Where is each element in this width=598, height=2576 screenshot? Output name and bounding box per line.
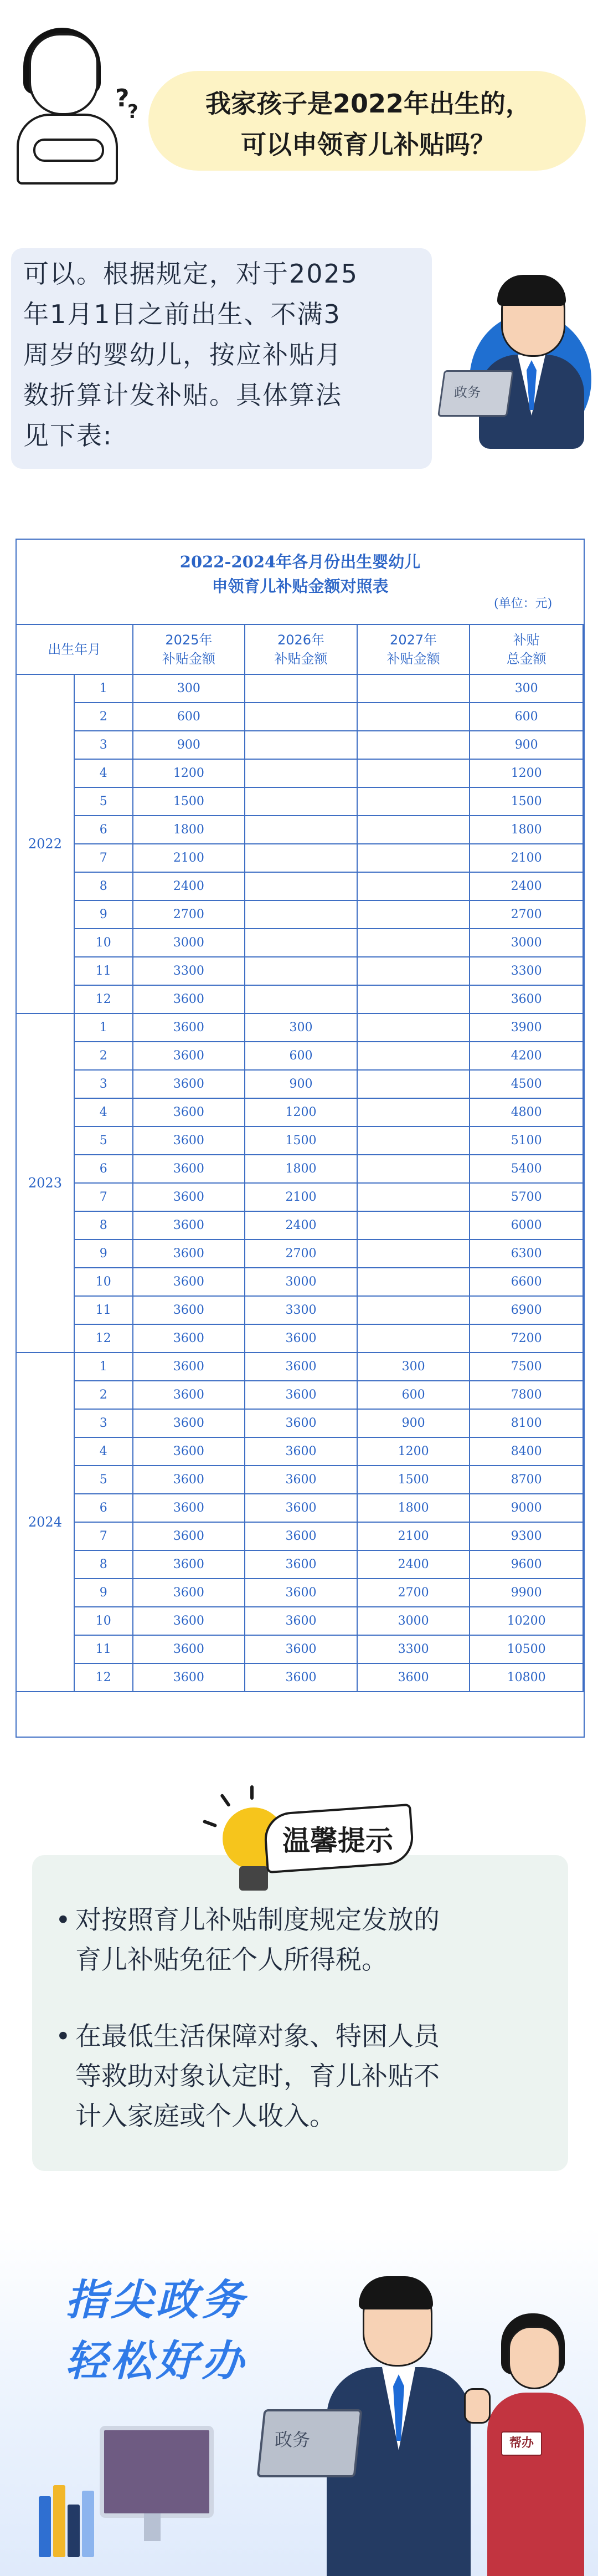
year-cell: 2022 [16, 674, 74, 1013]
month-cell: 9 [74, 900, 133, 929]
total-cell: 3300 [470, 957, 583, 985]
amount-2026-cell: 3600 [245, 1607, 357, 1635]
table-title [16, 550, 585, 598]
table-row [16, 900, 583, 929]
table-row [16, 1070, 583, 1098]
amount-2027-cell [357, 844, 470, 872]
amount-2025-cell: 600 [133, 703, 245, 731]
total-cell: 4800 [470, 1098, 583, 1126]
tip-item-1 [55, 1901, 568, 1980]
table-row [16, 787, 583, 816]
amount-2027-cell: 2100 [357, 1522, 470, 1550]
amount-2026-cell: 3600 [245, 1353, 357, 1381]
amount-2026-cell: 3600 [245, 1466, 357, 1494]
amount-2027-cell [357, 900, 470, 929]
table-row [16, 703, 583, 731]
bulb-ray-icon [203, 1820, 217, 1828]
answer-line: 年1月1日之前出生、不满3 [23, 299, 341, 329]
amount-2027-cell: 900 [357, 1409, 470, 1437]
total-cell: 5400 [470, 1155, 583, 1183]
table-row [16, 731, 583, 759]
amount-2027-cell: 2700 [357, 1579, 470, 1607]
girl-avatar-arms [33, 139, 104, 162]
table-row [16, 1579, 583, 1607]
month-cell: 2 [74, 703, 133, 731]
amount-2026-cell: 3600 [245, 1550, 357, 1579]
month-cell: 12 [74, 1663, 133, 1692]
bulb-ray-icon [250, 1785, 254, 1800]
amount-2027-cell [357, 1155, 470, 1183]
table-row [16, 957, 583, 985]
month-cell: 12 [74, 985, 133, 1013]
amount-2027-cell [357, 1070, 470, 1098]
amount-2025-cell: 3600 [133, 1126, 245, 1155]
assistant-figure-face [508, 2326, 560, 2389]
total-cell: 600 [470, 703, 583, 731]
header-2027-line2: 补贴金额 [386, 651, 440, 667]
assistant-hand [464, 2388, 491, 2424]
table-row [16, 1663, 583, 1692]
month-cell: 5 [74, 1126, 133, 1155]
amount-2025-cell: 2400 [133, 872, 245, 900]
table-row [16, 1183, 583, 1211]
month-cell: 8 [74, 1550, 133, 1579]
month-cell: 1 [74, 1353, 133, 1381]
amount-2025-cell: 3600 [133, 1042, 245, 1070]
amount-2027-cell [357, 1098, 470, 1126]
amount-2027-cell: 600 [357, 1381, 470, 1409]
amount-2026-cell [245, 674, 357, 703]
total-cell: 2100 [470, 844, 583, 872]
tip-item-2-line: 等救助对象认定时，育儿补贴不 [75, 2061, 440, 2092]
bulb-ray-icon [220, 1794, 231, 1807]
month-cell: 3 [74, 1409, 133, 1437]
amount-2025-cell: 3600 [133, 1268, 245, 1296]
amount-2026-cell [245, 787, 357, 816]
amount-2027-cell: 3000 [357, 1607, 470, 1635]
slogan-line-1: 指尖政务 [65, 2275, 247, 2324]
question-mark-icon: ? [115, 84, 130, 112]
header-total [470, 624, 583, 674]
amount-2026-cell: 3600 [245, 1579, 357, 1607]
total-cell: 10200 [470, 1607, 583, 1635]
answer-line: 可以。根据规定，对于2025 [23, 259, 359, 289]
tip-item-2-line: • 在最低生活保障对象、特困人员 [75, 2021, 440, 2052]
amount-2026-cell: 3600 [245, 1324, 357, 1353]
amount-2026-cell: 300 [245, 1013, 357, 1042]
amount-2025-cell: 3600 [133, 1437, 245, 1466]
tip-item-1-line: 育儿补贴免征个人所得税。 [75, 1945, 388, 1975]
question-line-1: 我家孩子是2022年出生的， [205, 89, 532, 119]
amount-2026-cell [245, 957, 357, 985]
amount-2026-cell: 3600 [245, 1522, 357, 1550]
table-row [16, 1013, 583, 1042]
amount-2027-cell: 1500 [357, 1466, 470, 1494]
amount-2025-cell: 3600 [133, 1155, 245, 1183]
table-row [16, 759, 583, 787]
header-2026-line2: 补贴金额 [274, 651, 328, 667]
month-cell: 10 [74, 929, 133, 957]
amount-2027-cell [357, 1324, 470, 1353]
header-total-line2: 总金额 [506, 651, 547, 667]
total-cell: 10500 [470, 1635, 583, 1663]
amount-2025-cell: 2100 [133, 844, 245, 872]
table-row [16, 1635, 583, 1663]
month-cell: 3 [74, 731, 133, 759]
answer-line: 周岁的婴幼儿，按应补贴月 [23, 340, 342, 370]
amount-2026-cell: 3600 [245, 1494, 357, 1522]
amount-2027-cell: 1800 [357, 1494, 470, 1522]
total-cell: 3000 [470, 929, 583, 957]
month-cell: 4 [74, 759, 133, 787]
books-icon [39, 2480, 105, 2557]
amount-2027-cell [357, 957, 470, 985]
amount-2025-cell: 3600 [133, 1494, 245, 1522]
total-cell: 10800 [470, 1663, 583, 1692]
total-cell: 9900 [470, 1579, 583, 1607]
amount-2025-cell: 3600 [133, 1466, 245, 1494]
answer-text [23, 254, 422, 456]
table-row [16, 1494, 583, 1522]
amount-2026-cell [245, 900, 357, 929]
table-row [16, 1098, 583, 1126]
table-row [16, 929, 583, 957]
amount-2027-cell [357, 985, 470, 1013]
amount-2027-cell: 3600 [357, 1663, 470, 1692]
total-cell: 6300 [470, 1240, 583, 1268]
amount-2026-cell: 3600 [245, 1663, 357, 1692]
amount-2026-cell: 3600 [245, 1409, 357, 1437]
month-cell: 1 [74, 1013, 133, 1042]
amount-2027-cell: 3300 [357, 1635, 470, 1663]
table-row [16, 1437, 583, 1466]
amount-2025-cell: 3600 [133, 1013, 245, 1042]
amount-2025-cell: 1500 [133, 787, 245, 816]
month-cell: 6 [74, 1155, 133, 1183]
amount-2027-cell [357, 674, 470, 703]
amount-2025-cell: 3600 [133, 1098, 245, 1126]
header-2025 [133, 624, 245, 674]
header-birth-month: 出生年月 [16, 624, 133, 674]
header-2027 [357, 624, 470, 674]
amount-2025-cell: 3600 [133, 1635, 245, 1663]
amount-2027-cell [357, 1042, 470, 1070]
table-body [16, 674, 583, 1692]
amount-2026-cell: 1500 [245, 1126, 357, 1155]
question-mark-icon-small: ? [127, 101, 138, 123]
total-cell: 900 [470, 731, 583, 759]
amount-2027-cell [357, 1126, 470, 1155]
header-total-line1: 补贴 [513, 632, 540, 648]
total-cell: 3900 [470, 1013, 583, 1042]
total-cell: 7200 [470, 1324, 583, 1353]
table-unit: (单位：元) [494, 597, 553, 611]
amount-2026-cell: 3300 [245, 1296, 357, 1324]
laptop-label: 政务 [275, 2429, 311, 2450]
amount-2027-cell [357, 1296, 470, 1324]
table-title-line-1: 2022-2024年各月份出生婴幼儿 [179, 552, 421, 571]
amount-2027-cell [357, 1211, 470, 1240]
amount-2025-cell: 3600 [133, 1381, 245, 1409]
amount-2027-cell [357, 787, 470, 816]
month-cell: 11 [74, 957, 133, 985]
amount-2025-cell: 3600 [133, 1607, 245, 1635]
month-cell: 8 [74, 872, 133, 900]
amount-2027-cell [357, 929, 470, 957]
amount-2026-cell: 900 [245, 1070, 357, 1098]
amount-2026-cell [245, 985, 357, 1013]
month-cell: 2 [74, 1042, 133, 1070]
amount-2026-cell: 3600 [245, 1437, 357, 1466]
total-cell: 8100 [470, 1409, 583, 1437]
month-cell: 1 [74, 674, 133, 703]
month-cell: 5 [74, 787, 133, 816]
amount-2026-cell [245, 844, 357, 872]
month-cell: 7 [74, 1183, 133, 1211]
header-2026-line1: 2026年 [277, 632, 325, 648]
total-cell: 1200 [470, 759, 583, 787]
amount-2025-cell: 3600 [133, 1409, 245, 1437]
month-cell: 12 [74, 1324, 133, 1353]
total-cell: 7500 [470, 1353, 583, 1381]
month-cell: 4 [74, 1437, 133, 1466]
table-row [16, 1550, 583, 1579]
girl-avatar-face [29, 33, 99, 115]
table-row [16, 985, 583, 1013]
table-row [16, 1522, 583, 1550]
month-cell: 4 [74, 1098, 133, 1126]
total-cell: 9000 [470, 1494, 583, 1522]
amount-2027-cell [357, 1013, 470, 1042]
table-row [16, 872, 583, 900]
total-cell: 1800 [470, 816, 583, 844]
amount-2025-cell: 300 [133, 674, 245, 703]
slogan-line-2: 轻松好办 [65, 2336, 247, 2385]
header-2027-line1: 2027年 [390, 632, 437, 648]
amount-2025-cell: 3000 [133, 929, 245, 957]
table-row [16, 844, 583, 872]
amount-2027-cell [357, 1240, 470, 1268]
amount-2025-cell: 900 [133, 731, 245, 759]
amount-2026-cell: 2400 [245, 1211, 357, 1240]
amount-2025-cell: 3600 [133, 1522, 245, 1550]
table-row [16, 1466, 583, 1494]
amount-2025-cell: 3600 [133, 1070, 245, 1098]
amount-2027-cell [357, 1268, 470, 1296]
helper-badge: 帮办 [501, 2431, 542, 2456]
amount-2027-cell [357, 872, 470, 900]
total-cell: 5700 [470, 1183, 583, 1211]
header-2025-line1: 2025年 [165, 632, 213, 648]
month-cell: 7 [74, 1522, 133, 1550]
amount-2026-cell: 3000 [245, 1268, 357, 1296]
table-row [16, 1409, 583, 1437]
table-row [16, 1607, 583, 1635]
amount-2027-cell [357, 816, 470, 844]
amount-2025-cell: 3600 [133, 1663, 245, 1692]
total-cell: 6600 [470, 1268, 583, 1296]
amount-2025-cell: 3600 [133, 1240, 245, 1268]
amount-2025-cell: 2700 [133, 900, 245, 929]
amount-2026-cell [245, 816, 357, 844]
lightbulb-base-icon [239, 1866, 268, 1891]
amount-2027-cell [357, 703, 470, 731]
month-cell: 7 [74, 844, 133, 872]
month-cell: 3 [74, 1070, 133, 1098]
amount-2027-cell [357, 759, 470, 787]
amount-2027-cell: 2400 [357, 1550, 470, 1579]
amount-2025-cell: 1800 [133, 816, 245, 844]
year-cell: 2024 [16, 1353, 74, 1692]
tips-label: 温馨提示 [282, 1825, 393, 1857]
monitor-icon [100, 2426, 214, 2518]
amount-2027-cell [357, 1183, 470, 1211]
amount-2025-cell: 3600 [133, 1211, 245, 1240]
amount-2026-cell [245, 731, 357, 759]
question-text [166, 83, 570, 165]
month-cell: 6 [74, 1494, 133, 1522]
amount-2026-cell: 2700 [245, 1240, 357, 1268]
header-2026 [245, 624, 357, 674]
amount-2027-cell: 300 [357, 1353, 470, 1381]
month-cell: 11 [74, 1635, 133, 1663]
month-cell: 8 [74, 1211, 133, 1240]
table-title-line-2: 申领育儿补贴金额对照表 [212, 577, 389, 596]
table-row [16, 1240, 583, 1268]
total-cell: 2700 [470, 900, 583, 929]
total-cell: 300 [470, 674, 583, 703]
amount-2026-cell [245, 703, 357, 731]
amount-2026-cell: 600 [245, 1042, 357, 1070]
question-line-2: 可以申领育儿补贴吗？ [241, 130, 496, 160]
month-cell: 9 [74, 1579, 133, 1607]
total-cell: 6900 [470, 1296, 583, 1324]
table-row [16, 1353, 583, 1381]
table-row [16, 1126, 583, 1155]
total-cell: 4200 [470, 1042, 583, 1070]
table-row [16, 1042, 583, 1070]
assistant-figure-suit [487, 2393, 584, 2576]
tip-item-1-line: • 对按照育儿补贴制度规定发放的 [75, 1905, 440, 1935]
table-row [16, 674, 583, 703]
total-cell: 7800 [470, 1381, 583, 1409]
amount-2027-cell: 1200 [357, 1437, 470, 1466]
tip-item-2 [55, 2017, 568, 2137]
answer-line: 见下表: [23, 421, 113, 450]
table-header-row [16, 624, 583, 674]
amount-2025-cell: 3600 [133, 1183, 245, 1211]
month-cell: 9 [74, 1240, 133, 1268]
table-row [16, 1211, 583, 1240]
amount-2027-cell [357, 731, 470, 759]
laptop-label: 政务 [454, 385, 481, 400]
amount-2026-cell: 1200 [245, 1098, 357, 1126]
table-row [16, 1381, 583, 1409]
amount-2025-cell: 3600 [133, 985, 245, 1013]
amount-2026-cell: 3600 [245, 1635, 357, 1663]
amount-2026-cell [245, 929, 357, 957]
month-cell: 10 [74, 1607, 133, 1635]
official-avatar-hair [497, 275, 566, 306]
amount-2025-cell: 3600 [133, 1550, 245, 1579]
table-row [16, 1324, 583, 1353]
table-row [16, 1268, 583, 1296]
total-cell: 3600 [470, 985, 583, 1013]
monitor-stand-icon [144, 2513, 161, 2541]
header-2025-line2: 补贴金额 [162, 651, 215, 667]
table-row [16, 1296, 583, 1324]
total-cell: 2400 [470, 872, 583, 900]
amount-2025-cell: 3600 [133, 1579, 245, 1607]
amount-2026-cell: 3600 [245, 1381, 357, 1409]
amount-2025-cell: 3600 [133, 1353, 245, 1381]
tip-item-2-line: 计入家庭或个人收入。 [75, 2101, 336, 2132]
table-row [16, 816, 583, 844]
table-row [16, 1155, 583, 1183]
month-cell: 11 [74, 1296, 133, 1324]
total-cell: 9600 [470, 1550, 583, 1579]
amount-2025-cell: 3600 [133, 1324, 245, 1353]
year-cell: 2023 [16, 1013, 74, 1353]
month-cell: 5 [74, 1466, 133, 1494]
amount-2025-cell: 3600 [133, 1296, 245, 1324]
amount-2026-cell [245, 872, 357, 900]
subsidy-table [16, 624, 584, 1692]
total-cell: 6000 [470, 1211, 583, 1240]
total-cell: 8700 [470, 1466, 583, 1494]
month-cell: 2 [74, 1381, 133, 1409]
total-cell: 5100 [470, 1126, 583, 1155]
amount-2026-cell: 1800 [245, 1155, 357, 1183]
total-cell: 9300 [470, 1522, 583, 1550]
amount-2026-cell [245, 759, 357, 787]
amount-2025-cell: 3300 [133, 957, 245, 985]
answer-line: 数折算计发补贴。具体算法 [23, 380, 342, 410]
total-cell: 1500 [470, 787, 583, 816]
amount-2025-cell: 1200 [133, 759, 245, 787]
month-cell: 10 [74, 1268, 133, 1296]
total-cell: 4500 [470, 1070, 583, 1098]
month-cell: 6 [74, 816, 133, 844]
amount-2026-cell: 2100 [245, 1183, 357, 1211]
total-cell: 8400 [470, 1437, 583, 1466]
